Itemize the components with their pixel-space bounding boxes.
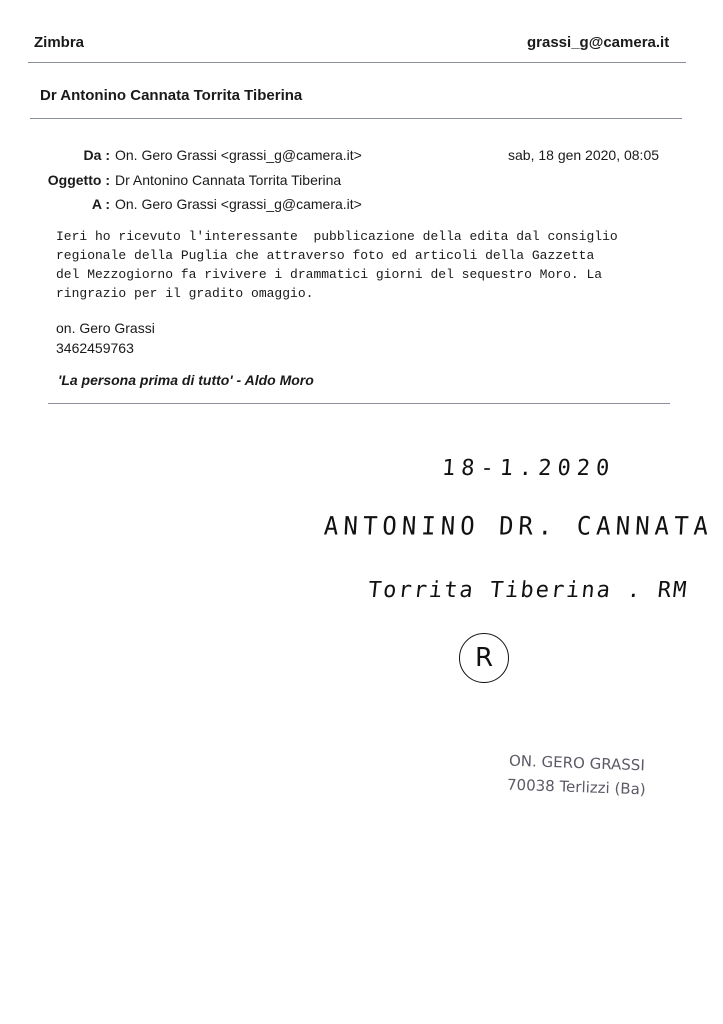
subject-label: Oggetto : (47, 172, 110, 188)
stamp-name: ON. GERO GRASSI (508, 751, 646, 775)
account-email: grassi_g@camera.it (527, 34, 670, 51)
signature-name: on. Gero Grassi (56, 320, 155, 336)
handwritten-date: 18-1.2020 (441, 456, 617, 481)
stamp-address: 70038 Terlizzi (Ba) (506, 775, 646, 799)
message-title: Dr Antonino Cannata Torrita Tiberina (40, 87, 303, 104)
signature-quote: 'La persona prima di tutto' - Aldo Moro (58, 372, 314, 388)
signature-divider (48, 403, 670, 404)
handwritten-city: Torrita Tiberina . RM (366, 578, 690, 603)
from-value: On. Gero Grassi <grassi_g@camera.it> (115, 147, 362, 163)
to-value: On. Gero Grassi <grassi_g@camera.it> (115, 196, 362, 212)
from-label: Da : (83, 147, 110, 163)
circled-r-mark (459, 633, 509, 683)
header-divider (28, 62, 686, 63)
circled-letter: R (474, 643, 494, 673)
to-label: A : (91, 196, 110, 212)
signature-phone: 3462459763 (56, 340, 134, 356)
message-date: sab, 18 gen 2020, 08:05 (508, 147, 660, 163)
title-divider (30, 118, 682, 119)
message-body: Ieri ho ricevuto l'interessante pubblicazione della edita dal consiglio regionale della Puglia che attraverso foto ed articoli della Gazzetta del Mezzogiorno fa rivivere i drammatici giorni del sequestro Moro. La ringrazio per il gradito omaggio. (56, 229, 618, 301)
app-name: Zimbra (34, 34, 85, 51)
subject-value: Dr Antonino Cannata Torrita Tiberina (115, 172, 342, 188)
handwritten-name: ANTONINO DR. CANNATA (323, 511, 714, 541)
